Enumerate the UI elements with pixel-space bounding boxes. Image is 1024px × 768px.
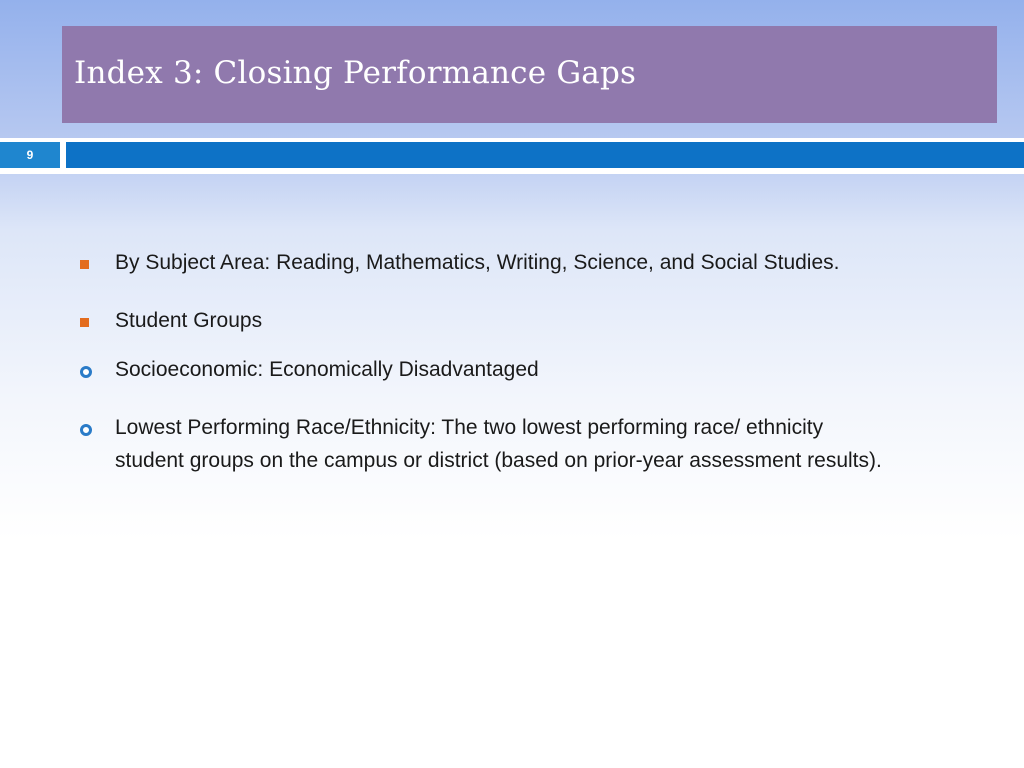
ring-bullet-icon xyxy=(80,424,92,436)
slide-title: Index 3: Closing Performance Gaps xyxy=(74,54,637,91)
square-bullet-icon xyxy=(80,260,89,269)
bullet-socioeconomic xyxy=(80,359,980,386)
bullet-race-ethnicity xyxy=(80,417,980,477)
bullet-subject-area xyxy=(80,252,980,279)
bullet-text: Lowest Performing Race/Ethnicity: The two lowest performing race/ ethnicity student groups on the campus or district (based on prior-year assessment results). xyxy=(115,416,882,472)
ring-bullet-icon xyxy=(80,366,92,378)
slide-number: 9 xyxy=(0,142,60,168)
bullet-text: By Subject Area: Reading, Mathematics, Writing, Science, and Social Studies. xyxy=(115,251,840,274)
bullet-student-groups xyxy=(80,310,980,337)
bullet-text: Socioeconomic: Economically Disadvantaged xyxy=(115,358,539,381)
square-bullet-icon xyxy=(80,318,89,327)
bullet-text: Student Groups xyxy=(115,309,263,332)
